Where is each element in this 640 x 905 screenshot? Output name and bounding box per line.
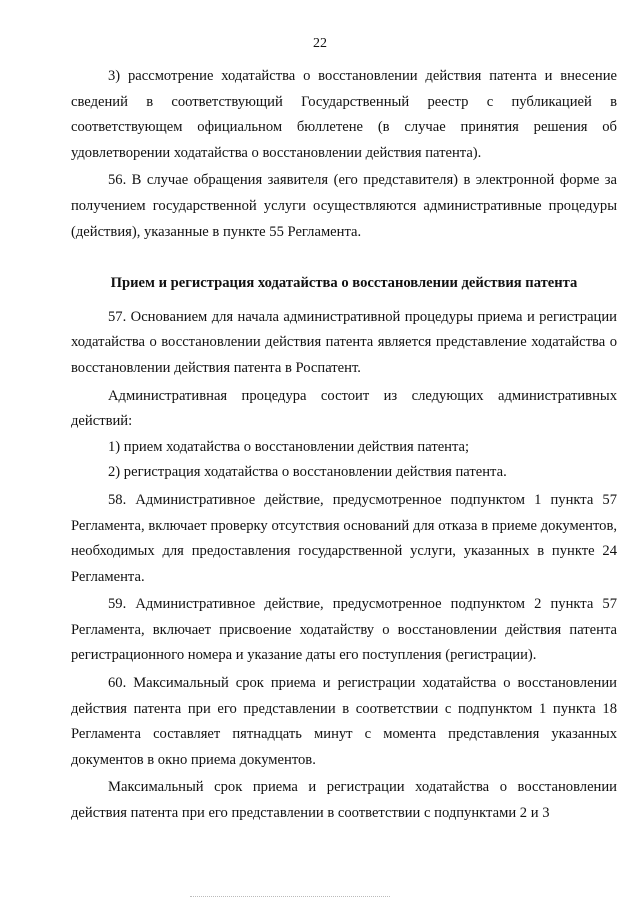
paragraph-56: 56. В случае обращения заявителя (его представителя) в электронной форме за получением государственной услуги осуществляются административные процедуры (действия), указанные в пункте 55 Регламента. [71, 172, 617, 240]
page-number: 22 [313, 36, 327, 51]
paragraph-item-3-review: 3) рассмотрение ходатайства о восстановлении действия патента и внесение сведений в соответствующий Государственный реестр с публикацией в соответствующем официальном бюллетене (в случае принятия решения об удовлетворении ходатайства о восстановлении действия патента). [71, 68, 617, 161]
document-body [71, 64, 617, 829]
paragraph-max-term: Максимальный срок приема и регистрации ходатайства о восстановлении действия патента при его представлении в соответствии с подпунктами 2 и 3 [71, 779, 617, 822]
section-heading: Прием и регистрация ходатайства о восстановлении действия патента [110, 275, 578, 292]
paragraph-60: 60. Максимальный срок приема и регистрации ходатайства о восстановлении действия патента при его представлении в соответствии с подпунктом 1 пункта 18 Регламента составляет пятнадцать минут с момента представления указанных документов в окно приема документов. [71, 675, 617, 768]
list-item-1: 1) прием ходатайства о восстановлении действия патента; [108, 438, 470, 455]
paragraph-57: 57. Основанием для начала административной процедуры приема и регистрации ходатайства о восстановлении действия патента является представление ходатайства о восстановлении действия патента в Роспатент. [71, 308, 617, 376]
list-item-2: 2) регистрация ходатайства о восстановлении действия патента. [108, 464, 507, 481]
paragraph-59: 59. Административное действие, предусмотренное подпунктом 2 пункта 57 Регламента, включает присвоение ходатайству о восстановлении действия патента регистрационного номера и указание даты его поступления (регистрации). [71, 596, 617, 664]
paragraph-procedure-intro: Административная процедура состоит из следующих административных действий: [71, 387, 617, 430]
page-bottom-divider [190, 896, 390, 897]
paragraph-58: 58. Административное действие, предусмотренное подпунктом 1 пункта 57 Регламента, включает проверку отсутствия оснований для отказа в приеме документов, необходимых для предоставления государственной услуги, указанных в пункте 24 Регламента. [71, 491, 617, 585]
